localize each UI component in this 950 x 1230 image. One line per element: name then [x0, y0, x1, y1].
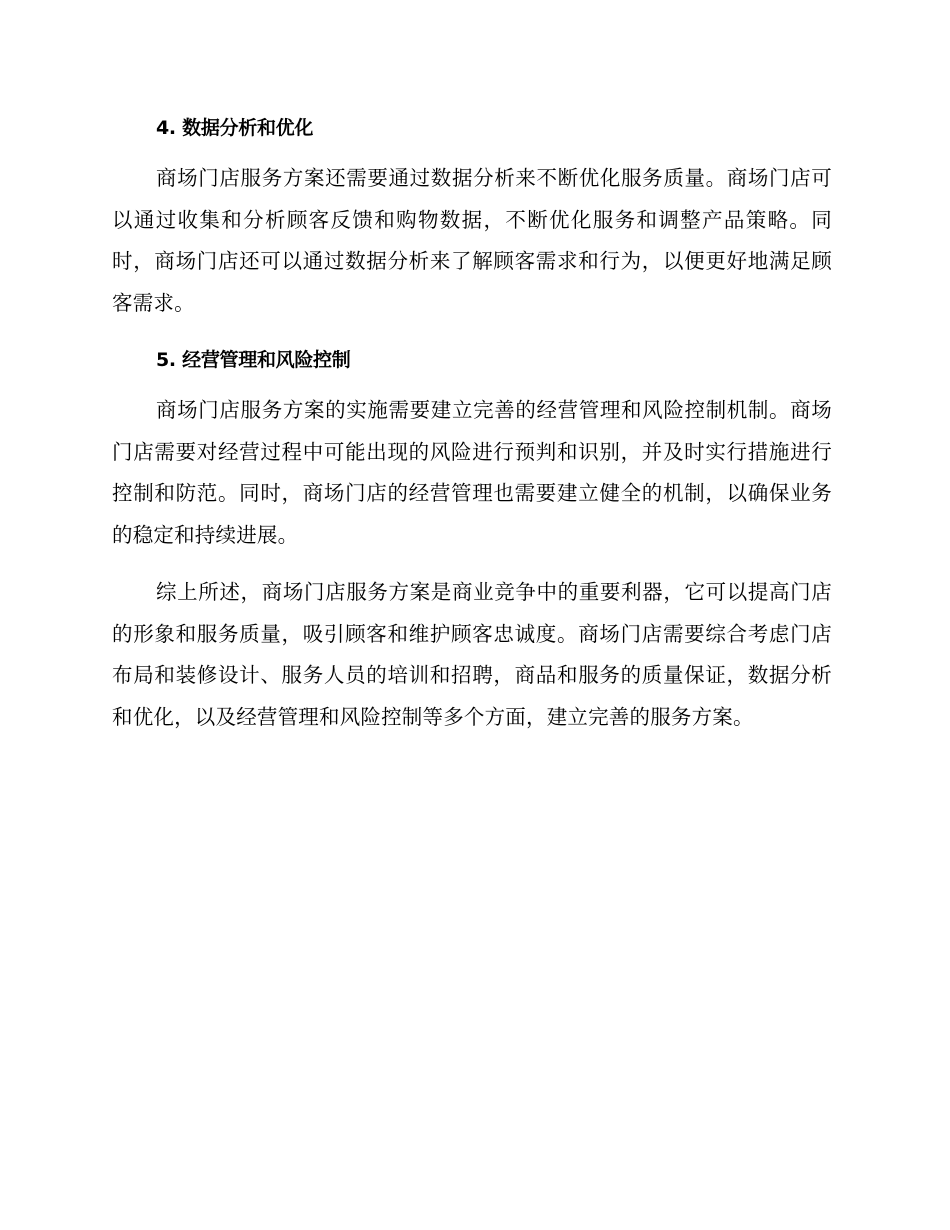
section-paragraph: 商场门店服务方案的实施需要建立完善的经营管理和风险控制机制。商场门店需要对经营过程中可能出现的风险进行预判和识别，并及时实行措施进行控制和防范。同时，商场门店的经营管理也需要建立健全的机制，以确保业务的稳定和持续进展。: [112, 398, 832, 547]
document-page: [112, 108, 832, 754]
section-heading: 4. 数据分析和优化: [156, 117, 314, 139]
section-management-risk: [112, 340, 832, 556]
section-heading: 5. 经营管理和风险控制: [156, 349, 351, 371]
conclusion-paragraph: 综上所述，商场门店服务方案是商业竞争中的重要利器，它可以提高门店的形象和服务质量，吸引顾客和维护顾客忠诚度。商场门店需要综合考虑门店布局和装修设计、服务人员的培训和招聘，商品和服务的质量保证，数据分析和优化，以及经营管理和风险控制等多个方面，建立完善的服务方案。: [112, 580, 832, 729]
section-data-analysis: [112, 108, 832, 324]
section-paragraph: 商场门店服务方案还需要通过数据分析来不断优化服务质量。商场门店可以通过收集和分析顾客反馈和购物数据，不断优化服务和调整产品策略。同时，商场门店还可以通过数据分析来了解顾客需求和行为，以便更好地满足顾客需求。: [112, 166, 832, 315]
